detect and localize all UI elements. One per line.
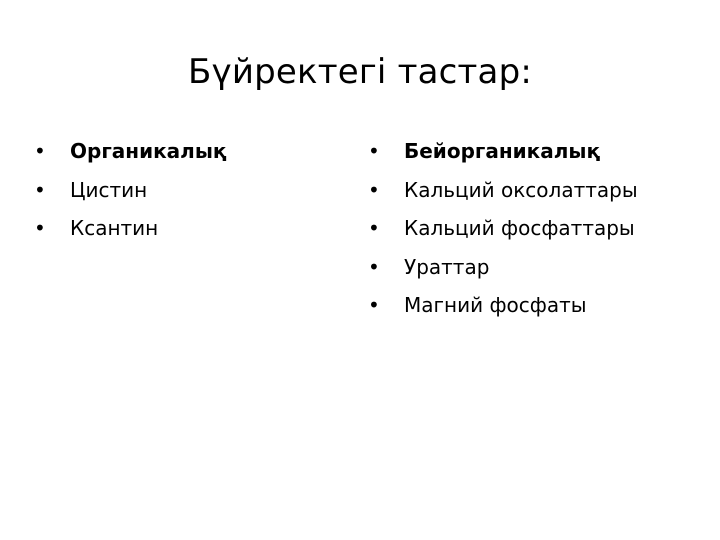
bullet-icon: • bbox=[34, 177, 46, 202]
list-item-text: Кальций фосфаттары bbox=[404, 216, 635, 240]
list-item bbox=[368, 290, 698, 329]
list-item-heading bbox=[34, 136, 334, 175]
bullet-icon: • bbox=[368, 139, 380, 163]
slide-title: Бүйректегі тастар: bbox=[187, 52, 533, 92]
list-item-text: Ксантин bbox=[70, 216, 159, 240]
bullet-icon: • bbox=[368, 216, 380, 240]
list-item-heading bbox=[368, 136, 698, 175]
list-item bbox=[34, 175, 334, 214]
bullet-icon: • bbox=[368, 293, 380, 317]
left-bullet-list bbox=[34, 136, 334, 252]
right-bullet-list bbox=[368, 136, 698, 329]
list-item-text: Магний фосфаты bbox=[404, 293, 587, 317]
list-item-text: Ураттар bbox=[404, 254, 490, 279]
list-item-text: Кальций оксолаттары bbox=[404, 177, 638, 202]
bullet-icon: • bbox=[34, 139, 46, 163]
list-item bbox=[368, 213, 698, 252]
bullet-icon: • bbox=[34, 216, 46, 240]
list-item bbox=[34, 213, 334, 252]
list-item-text: Органикалық bbox=[70, 139, 227, 163]
list-item bbox=[368, 252, 698, 291]
bullet-icon: • bbox=[368, 254, 380, 279]
list-item-text: Цистин bbox=[70, 177, 148, 202]
list-item bbox=[368, 175, 698, 214]
list-item-text: Бейорганикалық bbox=[404, 139, 601, 163]
bullet-icon: • bbox=[368, 177, 380, 202]
